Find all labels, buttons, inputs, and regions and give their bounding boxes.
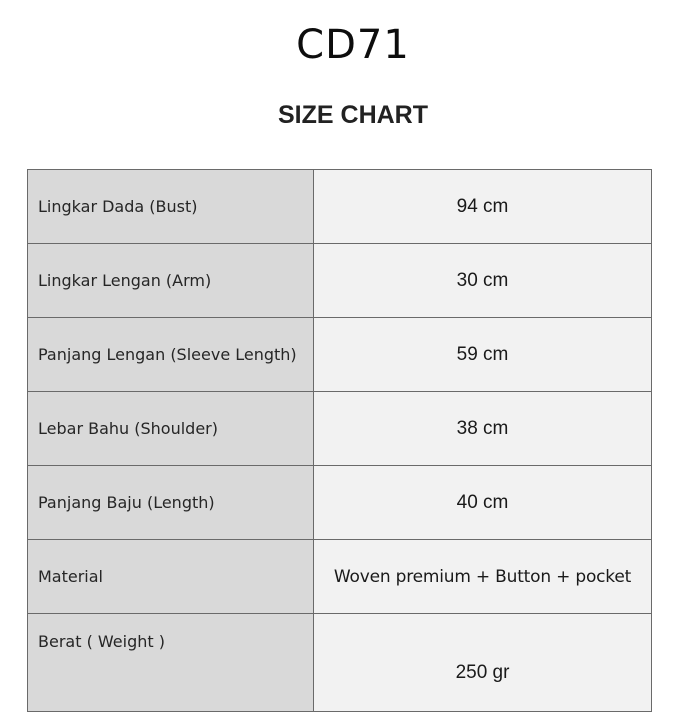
table-row bbox=[28, 244, 652, 318]
row-value-material: Woven premium + Button + pocket bbox=[314, 540, 652, 614]
table-row bbox=[28, 170, 652, 244]
row-value-bust: 94 cm bbox=[314, 170, 652, 244]
row-value-weight: 250 gr bbox=[314, 614, 652, 712]
table-row bbox=[28, 466, 652, 540]
table-row bbox=[28, 614, 652, 712]
row-label-sleeve-length: Panjang Lengan (Sleeve Length) bbox=[28, 318, 314, 392]
row-value-shoulder: 38 cm bbox=[314, 392, 652, 466]
row-label-bust: Lingkar Dada (Bust) bbox=[28, 170, 314, 244]
row-label-arm: Lingkar Lengan (Arm) bbox=[28, 244, 314, 318]
size-chart-table bbox=[27, 169, 652, 712]
product-code: CD71 bbox=[296, 22, 410, 68]
row-label-material: Material bbox=[28, 540, 314, 614]
row-value-length: 40 cm bbox=[314, 466, 652, 540]
row-value-arm: 30 cm bbox=[314, 244, 652, 318]
row-value-sleeve-length: 59 cm bbox=[314, 318, 652, 392]
table-row bbox=[28, 540, 652, 614]
row-label-length: Panjang Baju (Length) bbox=[28, 466, 314, 540]
row-label-weight: Berat ( Weight ) bbox=[28, 614, 314, 712]
table-row bbox=[28, 392, 652, 466]
table-row bbox=[28, 318, 652, 392]
page-title: SIZE CHART bbox=[278, 101, 428, 129]
row-label-shoulder: Lebar Bahu (Shoulder) bbox=[28, 392, 314, 466]
